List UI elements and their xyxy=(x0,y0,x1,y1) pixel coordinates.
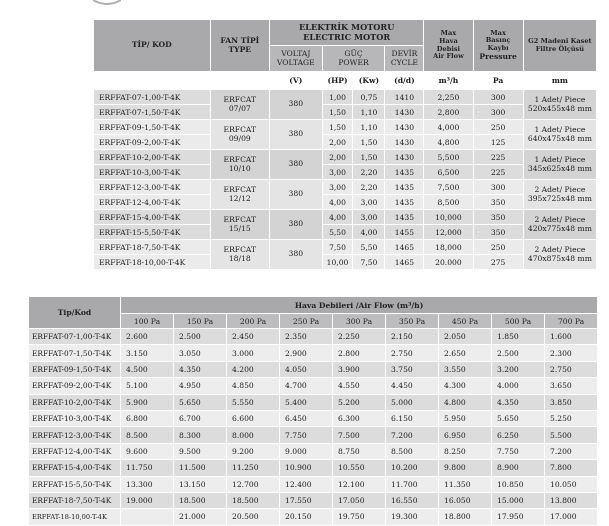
airflow-cell: 2.900 xyxy=(280,345,333,361)
pressure-column-header: 700 Pa xyxy=(545,314,598,329)
airflow-cell: 11.700 xyxy=(386,476,439,492)
filter-size: 2 Adet/ Piece 470x875x48 mm xyxy=(523,240,596,270)
pressure-value: 225 xyxy=(473,150,523,165)
spec-row xyxy=(94,90,597,105)
kw-value: 1,50 xyxy=(353,150,385,165)
airflow-cell: 8.250 xyxy=(439,443,492,459)
airflow-cell: 8.500 xyxy=(121,427,174,443)
fan-type: ERFCAT 12/12 xyxy=(210,180,269,210)
hp-value: 2,00 xyxy=(322,135,353,150)
airflow-cell: 6.250 xyxy=(492,427,545,443)
airflow-code: ERFFAT-15-5,50-T-4K xyxy=(29,476,121,492)
airflow-cell: 5.550 xyxy=(227,394,280,410)
airflow-value: 8,500 xyxy=(424,195,473,210)
header-tip-kod: Tip/Kod xyxy=(29,297,121,329)
airflow-row xyxy=(29,345,598,361)
airflow-cell: 5.200 xyxy=(333,394,386,410)
spec-code: ERFFAT-15-5,50-T-4K xyxy=(94,225,211,240)
airflow-cell: 3.750 xyxy=(386,361,439,377)
airflow-cell: 4.350 xyxy=(492,394,545,410)
airflow-cell: 5.500 xyxy=(545,427,598,443)
filter-size: 2 Adet/ Piece 420x775x48 mm xyxy=(523,210,596,240)
airflow-cell: 11.500 xyxy=(174,460,227,476)
rpm-value: 1435 xyxy=(385,195,424,210)
unit-pressure: Pa xyxy=(473,72,523,90)
airflow-cell: 3.550 xyxy=(439,361,492,377)
airflow-cell: 9.500 xyxy=(174,443,227,459)
airflow-row xyxy=(29,509,598,525)
airflow-cell: 8.500 xyxy=(386,443,439,459)
pressure-value: 350 xyxy=(473,195,523,210)
airflow-cell: 9.600 xyxy=(121,443,174,459)
rpm-value: 1430 xyxy=(385,120,424,135)
spec-row xyxy=(94,195,597,210)
fan-type: ERFCAT 18/18 xyxy=(210,240,269,270)
hp-value: 3,00 xyxy=(322,180,353,195)
kw-value: 3,00 xyxy=(353,210,385,225)
spec-code: ERFFAT-15-4,00-T-4K xyxy=(94,210,211,225)
pressure-value: 275 xyxy=(473,255,523,270)
spec-row xyxy=(94,210,597,225)
spec-row xyxy=(94,165,597,180)
voltage-value: 380 xyxy=(270,120,323,150)
airflow-cell: 1.850 xyxy=(492,329,545,345)
filter-size: 2 Adet/ Piece 395x725x48 mm xyxy=(523,180,596,210)
spec-row xyxy=(94,225,597,240)
pressure-column-header: 300 Pa xyxy=(333,314,386,329)
airflow-value: 20.000 xyxy=(424,255,473,270)
airflow-cell: 4.050 xyxy=(280,361,333,377)
spec-row xyxy=(94,150,597,165)
airflow-cell: 10.050 xyxy=(545,476,598,492)
airflow-cell: 5.900 xyxy=(121,394,174,410)
airflow-cell: 16.050 xyxy=(439,492,492,508)
header-cycle: DEVİR CYCLE xyxy=(385,46,424,72)
hp-value: 5,50 xyxy=(322,225,353,240)
airflow-value: 4,800 xyxy=(424,135,473,150)
fan-type: ERFCAT 10/10 xyxy=(210,150,269,180)
airflow-cell: 4.700 xyxy=(280,378,333,394)
airflow-cell: 3.150 xyxy=(121,345,174,361)
unit-kw: (Kw) xyxy=(353,72,385,90)
rpm-value: 1430 xyxy=(385,135,424,150)
airflow-cell: 10.900 xyxy=(280,460,333,476)
airflow-cell: 3.000 xyxy=(227,345,280,361)
airflow-cell: 11.350 xyxy=(439,476,492,492)
airflow-row xyxy=(29,492,598,508)
airflow-cell: 17.950 xyxy=(492,509,545,525)
airflow-cell: 4.450 xyxy=(386,378,439,394)
airflow-cell: 12.400 xyxy=(280,476,333,492)
airflow-row xyxy=(29,427,598,443)
airflow-cell: 11.250 xyxy=(227,460,280,476)
header-pressure: Max Basınç Kaybı Pressure xyxy=(473,20,523,72)
airflow-code: ERFFAT-12-3,00-T-4K xyxy=(29,427,121,443)
pressure-value: 300 xyxy=(473,90,523,105)
airflow-cell: 2.650 xyxy=(439,345,492,361)
airflow-code: ERFFAT-10-2,00-T-4K xyxy=(29,394,121,410)
unit-filter: mm xyxy=(523,72,596,90)
airflow-cell: 4.200 xyxy=(227,361,280,377)
airflow-cell: 3.900 xyxy=(333,361,386,377)
pressure-value: 225 xyxy=(473,165,523,180)
rpm-value: 1430 xyxy=(385,150,424,165)
airflow-cell: 12.100 xyxy=(333,476,386,492)
airflow-value: 7,500 xyxy=(424,180,473,195)
airflow-row xyxy=(29,476,598,492)
airflow-cell: 3.650 xyxy=(545,378,598,394)
voltage-value: 380 xyxy=(270,210,323,240)
airflow-cell: 1.600 xyxy=(545,329,598,345)
airflow-cell: 13.150 xyxy=(174,476,227,492)
airflow-code: ERFFAT-09-1,50-T-4K xyxy=(29,361,121,377)
airflow-cell: 18.500 xyxy=(174,492,227,508)
hp-value: 1,00 xyxy=(322,90,353,105)
hp-value: 4,00 xyxy=(322,210,353,225)
spec-code: ERFFAT-09-1,50-T-4K xyxy=(94,120,211,135)
airflow-cell: 5.250 xyxy=(545,410,598,426)
airflow-cell: 4.350 xyxy=(174,361,227,377)
airflow-cell: 12.700 xyxy=(227,476,280,492)
airflow-cell: 2.350 xyxy=(280,329,333,345)
header-filter: G2 Madeni Kaset Filtre Ölçüsü xyxy=(523,20,596,72)
kw-value: 2,20 xyxy=(353,180,385,195)
airflow-code: ERFFAT-18-10,00-T-4K xyxy=(29,509,121,525)
airflow-cell: 6.450 xyxy=(280,410,333,426)
airflow-cell: 3.050 xyxy=(174,345,227,361)
airflow-cell: 2.450 xyxy=(227,329,280,345)
kw-value: 1,10 xyxy=(353,120,385,135)
rpm-value: 1455 xyxy=(385,225,424,240)
airflow-cell: 7.800 xyxy=(545,460,598,476)
airflow-cell: 18.800 xyxy=(439,509,492,525)
fan-type: ERFCAT 09/09 xyxy=(210,120,269,150)
airflow-row xyxy=(29,410,598,426)
airflow-cell: 10.850 xyxy=(492,476,545,492)
airflow-cell: 6.800 xyxy=(121,410,174,426)
airflow-value: 6,500 xyxy=(424,165,473,180)
spec-code: ERFFAT-09-2,00-T-4K xyxy=(94,135,211,150)
airflow-row xyxy=(29,460,598,476)
airflow-row xyxy=(29,394,598,410)
airflow-code: ERFFAT-10-3,00-T-4K xyxy=(29,410,121,426)
airflow-cell: 2.250 xyxy=(333,329,386,345)
spec-code: ERFFAT-18-7,50-T-4K xyxy=(94,240,211,255)
airflow-code: ERFFAT-18-7,50-T-4K xyxy=(29,492,121,508)
header-airflow: Max Hava Debisi Air Flow xyxy=(424,20,473,72)
airflow-cell: 15.000 xyxy=(492,492,545,508)
airflow-cell: 19.000 xyxy=(121,492,174,508)
airflow-value: 5,500 xyxy=(424,150,473,165)
airflow-cell: 4.800 xyxy=(439,394,492,410)
header-electric-motor: ELEKTRİK MOTORU ELECTRIC MOTOR xyxy=(270,20,424,46)
spec-row xyxy=(94,240,597,255)
airflow-cell: 2.150 xyxy=(386,329,439,345)
airflow-cell: 3.850 xyxy=(545,394,598,410)
header-air-flow: Hava Debileri /Air Flow (m³/h) xyxy=(121,297,598,314)
pressure-column-header: 500 Pa xyxy=(492,314,545,329)
airflow-cell: 8.750 xyxy=(333,443,386,459)
airflow-cell: 11.750 xyxy=(121,460,174,476)
airflow-cell: 6.950 xyxy=(439,427,492,443)
spec-code: ERFFAT-10-3,00-T-4K xyxy=(94,165,211,180)
spec-row xyxy=(94,135,597,150)
pressure-value: 250 xyxy=(473,240,523,255)
kw-value: 7,50 xyxy=(353,255,385,270)
airflow-cell: 9.200 xyxy=(227,443,280,459)
header-voltage: VOLTAJ VOLTAGE xyxy=(270,46,323,72)
fan-type: ERFCAT 15/15 xyxy=(210,210,269,240)
airflow-cell: 20.500 xyxy=(227,509,280,525)
hp-value: 1,50 xyxy=(322,120,353,135)
airflow-cell: 5.400 xyxy=(280,394,333,410)
airflow-code: ERFFAT-07-1,00-T-4K xyxy=(29,329,121,345)
airflow-cell: 7.750 xyxy=(280,427,333,443)
airflow-cell: 4.950 xyxy=(174,378,227,394)
airflow-cell: 3.200 xyxy=(492,361,545,377)
airflow-value: 18,000 xyxy=(424,240,473,255)
spec-code: ERFFAT-12-3,00-T-4K xyxy=(94,180,211,195)
hp-value: 1,50 xyxy=(322,105,353,120)
airflow-code: ERFFAT-12-4,00-T-4K xyxy=(29,443,121,459)
header-fan-type: FAN TİPİ TYPE xyxy=(210,20,269,72)
airflow-cell: 2.300 xyxy=(545,345,598,361)
pressure-value: 350 xyxy=(473,210,523,225)
airflow-cell: 4.500 xyxy=(121,361,174,377)
pressure-value: 250 xyxy=(473,120,523,135)
airflow-code: ERFFAT-07-1,50-T-4K xyxy=(29,345,121,361)
airflow-cell: 4.550 xyxy=(333,378,386,394)
filter-size: 1 Adet/ Piece 520x455x48 mm xyxy=(523,90,596,120)
voltage-value: 380 xyxy=(270,150,323,180)
spec-code: ERFFAT-18-10,00-T-4K xyxy=(94,255,211,270)
airflow-cell: 2.500 xyxy=(492,345,545,361)
kw-value: 1,50 xyxy=(353,135,385,150)
hp-value: 3,00 xyxy=(322,165,353,180)
airflow-cell: 2.600 xyxy=(121,329,174,345)
pressure-value: 350 xyxy=(473,225,523,240)
kw-value: 3,00 xyxy=(353,195,385,210)
rpm-value: 1410 xyxy=(385,90,424,105)
units-row xyxy=(94,72,597,90)
unit-cycle: (d/d) xyxy=(385,72,424,90)
voltage-value: 380 xyxy=(270,240,323,270)
airflow-cell: 21.000 xyxy=(174,509,227,525)
airflow-cell: 5.000 xyxy=(386,394,439,410)
airflow-row xyxy=(29,443,598,459)
airflow-code: ERFFAT-09-2,00-T-4K xyxy=(29,378,121,394)
airflow-table xyxy=(28,296,598,526)
airflow-code: ERFFAT-15-4,00-T-4K xyxy=(29,460,121,476)
unit-voltage: (V) xyxy=(270,72,323,90)
airflow-cell: 6.700 xyxy=(174,410,227,426)
airflow-cell: 4.850 xyxy=(227,378,280,394)
spec-code: ERFFAT-07-1,00-T-4K xyxy=(94,90,211,105)
rpm-value: 1430 xyxy=(385,105,424,120)
pressure-column-header: 250 Pa xyxy=(280,314,333,329)
airflow-value: 2,800 xyxy=(424,105,473,120)
airflow-cell: 9.800 xyxy=(439,460,492,476)
airflow-value: 4,000 xyxy=(424,120,473,135)
airflow-cell: 8.000 xyxy=(227,427,280,443)
kw-value: 2,20 xyxy=(353,165,385,180)
airflow-row xyxy=(29,329,598,345)
airflow-cell: 9.000 xyxy=(280,443,333,459)
airflow-cell: 7.200 xyxy=(545,443,598,459)
spec-row xyxy=(94,180,597,195)
kw-value: 0,75 xyxy=(353,90,385,105)
airflow-cell: 2.750 xyxy=(545,361,598,377)
airflow-cell: 7.500 xyxy=(333,427,386,443)
hp-value: 10,00 xyxy=(322,255,353,270)
airflow-cell: 7.200 xyxy=(386,427,439,443)
hp-value: 2,00 xyxy=(322,150,353,165)
rpm-value: 1435 xyxy=(385,210,424,225)
airflow-row xyxy=(29,361,598,377)
airflow-cell: 13.800 xyxy=(545,492,598,508)
unit-airflow: m³/h xyxy=(424,72,473,90)
airflow-cell: 2.800 xyxy=(333,345,386,361)
rpm-value: 1465 xyxy=(385,240,424,255)
airflow-cell: 17.050 xyxy=(333,492,386,508)
airflow-cell: 6.150 xyxy=(386,410,439,426)
hp-value: 4,00 xyxy=(322,195,353,210)
spec-row xyxy=(94,105,597,120)
spec-code: ERFFAT-12-4,00-T-4K xyxy=(94,195,211,210)
airflow-cell: 6.600 xyxy=(227,410,280,426)
filter-size: 1 Adet/ Piece 345x625x48 mm xyxy=(523,150,596,180)
pressure-value: 300 xyxy=(473,180,523,195)
airflow-cell: 4.300 xyxy=(439,378,492,394)
specifications-table xyxy=(93,19,597,270)
kw-value: 4,00 xyxy=(353,225,385,240)
decorative-arc-mark xyxy=(93,0,121,6)
airflow-cell: 6.300 xyxy=(333,410,386,426)
spec-row xyxy=(94,120,597,135)
filter-size: 1 Adet/ Piece 640x475x48 mm xyxy=(523,120,596,150)
unit-hp: (HP) xyxy=(322,72,353,90)
rpm-value: 1435 xyxy=(385,165,424,180)
airflow-cell: 8.900 xyxy=(492,460,545,476)
airflow-cell: 16.550 xyxy=(386,492,439,508)
header-power: GÜÇ POWER xyxy=(322,46,385,72)
airflow-cell: 4.000 xyxy=(492,378,545,394)
pressure-column-header: 450 Pa xyxy=(439,314,492,329)
airflow-cell: 10.550 xyxy=(333,460,386,476)
pressure-column-header: 100 Pa xyxy=(121,314,174,329)
pressure-column-header: 200 Pa xyxy=(227,314,280,329)
spec-code: ERFFAT-10-2,00-T-4K xyxy=(94,150,211,165)
hp-value: 7,50 xyxy=(322,240,353,255)
airflow-row xyxy=(29,378,598,394)
header-code: TİP/ KOD xyxy=(94,20,211,72)
pressure-column-header: 350 Pa xyxy=(386,314,439,329)
kw-value: 1,10 xyxy=(353,105,385,120)
pressure-value: 300 xyxy=(473,105,523,120)
airflow-cell: 2.500 xyxy=(174,329,227,345)
spec-code: ERFFAT-07-1,50-T-4K xyxy=(94,105,211,120)
airflow-cell: 17.000 xyxy=(545,509,598,525)
airflow-cell: 20.150 xyxy=(280,509,333,525)
airflow-cell: 10.200 xyxy=(386,460,439,476)
fan-type: ERFCAT 07/07 xyxy=(210,90,269,120)
airflow-cell: 5.650 xyxy=(492,410,545,426)
airflow-cell: 2.050 xyxy=(439,329,492,345)
airflow-value: 2,250 xyxy=(424,90,473,105)
airflow-cell xyxy=(121,509,174,525)
airflow-cell: 5.100 xyxy=(121,378,174,394)
airflow-cell: 13.300 xyxy=(121,476,174,492)
airflow-cell: 5.650 xyxy=(174,394,227,410)
airflow-cell: 18.500 xyxy=(227,492,280,508)
airflow-cell: 19.750 xyxy=(333,509,386,525)
airflow-cell: 2.750 xyxy=(386,345,439,361)
airflow-cell: 7.750 xyxy=(492,443,545,459)
rpm-value: 1465 xyxy=(385,255,424,270)
voltage-value: 380 xyxy=(270,90,323,120)
airflow-cell: 5.950 xyxy=(439,410,492,426)
spec-row xyxy=(94,255,597,270)
pressure-column-header: 150 Pa xyxy=(174,314,227,329)
kw-value: 5,50 xyxy=(353,240,385,255)
airflow-value: 10,000 xyxy=(424,210,473,225)
airflow-cell: 8.300 xyxy=(174,427,227,443)
pressure-value: 125 xyxy=(473,135,523,150)
voltage-value: 380 xyxy=(270,180,323,210)
airflow-value: 12,000 xyxy=(424,225,473,240)
airflow-cell: 19.300 xyxy=(386,509,439,525)
airflow-cell: 17.550 xyxy=(280,492,333,508)
rpm-value: 1435 xyxy=(385,180,424,195)
